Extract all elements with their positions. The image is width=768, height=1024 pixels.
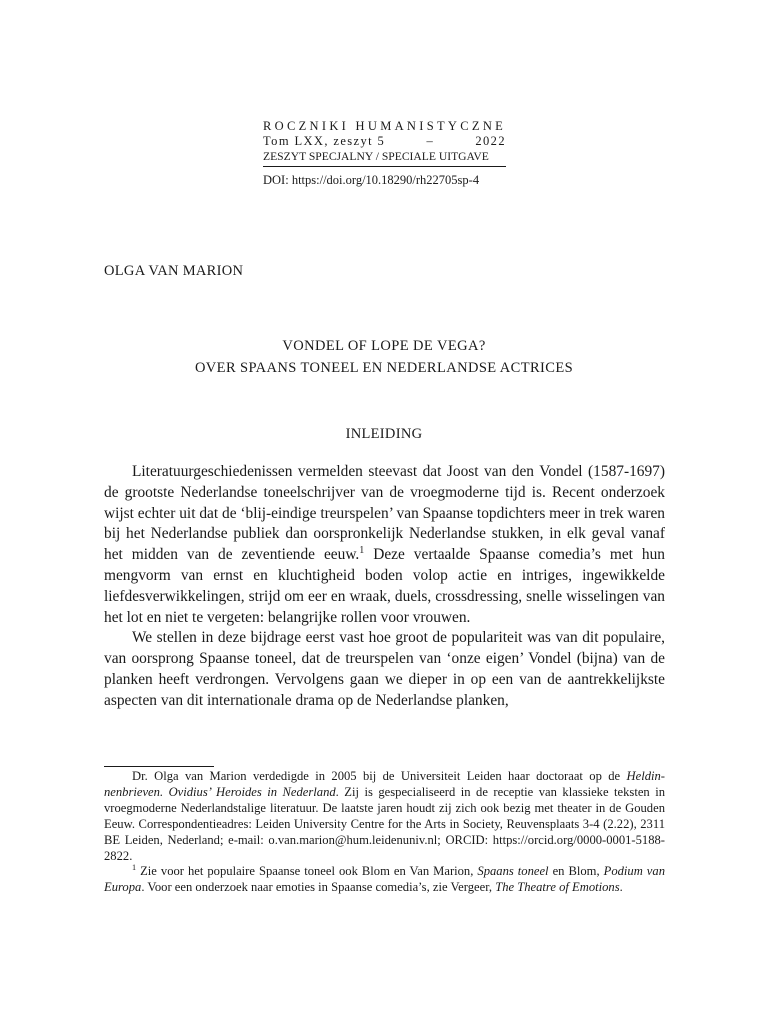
section-heading: INLEIDING bbox=[345, 426, 423, 442]
author-footnote: Dr. Olga van Marion verdedigde in 2005 bij de Universiteit Leiden haar doctoraat op de Heldinnenbrieven. Ovidius’ Heroides in Nederland. Zij is gespecialiseerd in de receptie van klassieke teksten in vroegmoderne Nederlandstalige literatuur. De laatste jaren houdt zij zich ook bezig met theater in de Gouden Eeuw. Correspondentieadres: Leiden University Centre for the Arts in Society, Reuvensplaats 3-4 (2.22), 2311 BE Leiden, Nederland; e-mail: o.van.marion@hum.leidenuniv.nl; ORCID: https://orcid.org/0000-0001-5188-2822. bbox=[104, 769, 665, 863]
article-title bbox=[104, 335, 664, 379]
volume-line bbox=[263, 134, 506, 149]
title-line-2: OVER SPAANS TONEEL EN NEDERLANDSE ACTRICES bbox=[194, 360, 574, 376]
paragraph-1: Literatuurgeschiedenissen vermelden steevast dat Joost van den Vondel (1587-1697) de grootste Nederlandse toneelschrijver van de vroegmoderne tijd is. Recent onderzoek wijst echter uit dat de ‘blij-eindige treurspelen’ van Spaanse topdichters meer in trek waren bij het Nederlandse publiek dan oorspronkelijk Nederlandse stukken, in elk geval vanaf het midden van de zeventiende eeuw.$^1$ Deze vertaalde Spaanse comedia’s met hun mengvorm van ernst en kluchtigheid boden volop actie en intriges, ingewikkelde liefdesverwikkelingen, strijd om eer en wraak, duels, crossdressing, snelle wisselingen van het lot en niet te vergeten: belangrijke rollen voor vrouwen. bbox=[104, 463, 665, 626]
journal-name: ROCZNIKI HUMANISTYCZNE bbox=[263, 119, 507, 133]
footnote-number: 1 bbox=[132, 863, 137, 873]
footnote-1: $^1$ Zie voor het populaire Spaanse toneel ook Blom en Van Marion, Spaans toneel en Blom, Podium van Europa. Voor een onderzoek naar emoties in Spaanse comedia’s, zie Vergeer, The Theatre of Emotions. bbox=[104, 863, 665, 895]
footnote-ref-1[interactable]: 1 bbox=[359, 545, 365, 557]
title-line-1: VONDEL OF LOPE DE VEGA? bbox=[282, 338, 486, 354]
footnote-divider bbox=[104, 766, 214, 767]
footnotes bbox=[104, 769, 665, 896]
volume-dash: – bbox=[426, 134, 435, 148]
body-text bbox=[104, 462, 665, 712]
journal-header bbox=[263, 119, 506, 188]
volume-year: 2022 bbox=[475, 134, 506, 148]
paragraph-2: We stellen in deze bijdrage eerst vast hoe groot de populariteit was van dit populaire, van oorsprong Spaanse toneel, dat de treurspelen van ‘onze eigen’ Vondel (bijna) van de planken heeft verdrongen. Vervolgens gaan we dieper in op een van de aantrekkelijkste aspecten van dit internationale drama op de Nederlandse planken, bbox=[104, 629, 665, 709]
author-name: OLGA VAN MARION bbox=[104, 263, 244, 279]
special-issue-label: ZESZYT SPECJALNY / SPECIALE UITGAVE bbox=[263, 149, 506, 167]
doi-link[interactable]: DOI: https://doi.org/10.18290/rh22705sp-4 bbox=[263, 173, 480, 187]
volume-issue: Tom LXX, zeszyt 5 bbox=[263, 134, 386, 148]
